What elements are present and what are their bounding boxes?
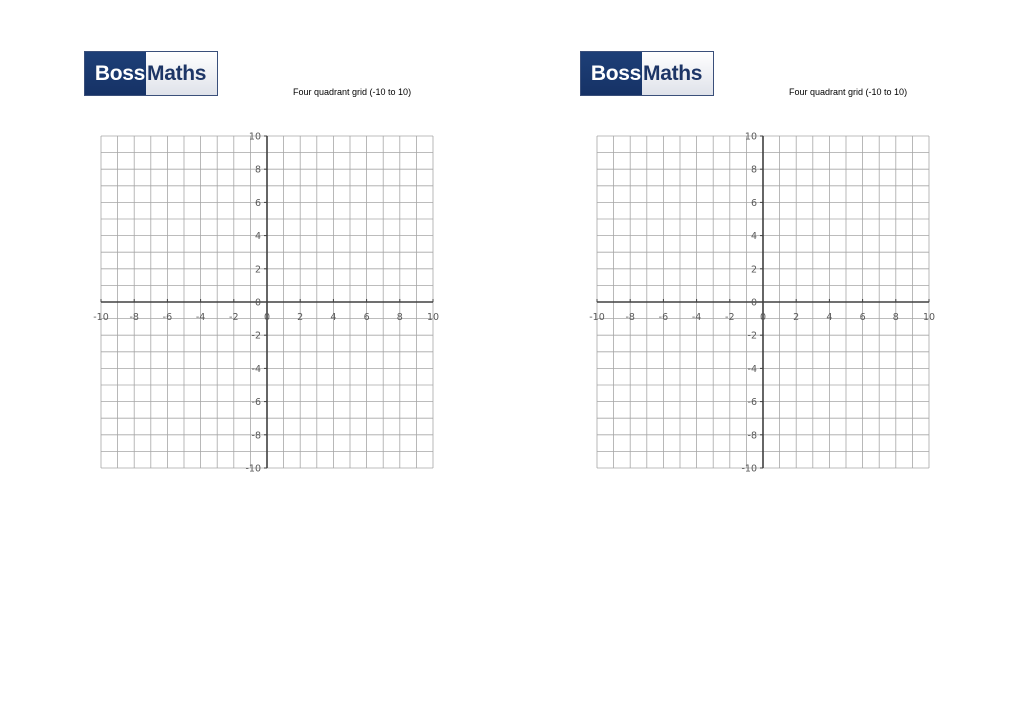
y-tick-label: -4 xyxy=(747,363,757,375)
x-tick-label: -2 xyxy=(725,312,735,323)
y-tick-label: -10 xyxy=(245,463,261,475)
y-tick-label: -2 xyxy=(747,330,757,342)
coordinate-grid xyxy=(93,132,439,475)
x-tick-label: 10 xyxy=(922,312,936,323)
y-tick-label: 8 xyxy=(254,164,261,176)
y-tick-label: -6 xyxy=(747,397,757,409)
y-tick-label: 2 xyxy=(254,264,261,276)
y-tick-label: 6 xyxy=(750,197,757,209)
x-tick-label: 10 xyxy=(426,312,440,323)
x-tick-label: 8 xyxy=(892,312,899,323)
x-tick-label: 4 xyxy=(826,312,833,323)
y-tick-label: 10 xyxy=(744,131,757,143)
x-tick-label: 2 xyxy=(297,312,304,323)
x-tick-label: -2 xyxy=(229,312,239,323)
y-tick-label: -4 xyxy=(251,363,261,375)
grid-title: Four quadrant grid (-10 to 10) xyxy=(293,87,412,97)
y-tick-label: 10 xyxy=(248,131,261,143)
y-tick-label: 2 xyxy=(750,264,757,276)
y-tick-label: 0 xyxy=(750,297,757,309)
y-tick-label: 6 xyxy=(254,197,261,209)
y-tick-label: -10 xyxy=(741,463,757,475)
grid-title: Four quadrant grid (-10 to 10) xyxy=(789,87,908,97)
x-tick-label: -10 xyxy=(93,312,109,323)
logo-maths-text: Maths xyxy=(642,52,713,95)
x-tick-label: -8 xyxy=(625,312,635,323)
x-tick-label: 2 xyxy=(793,312,800,323)
x-tick-label: -6 xyxy=(162,312,173,323)
x-tick-label: -8 xyxy=(129,312,139,323)
y-tick-label: -8 xyxy=(747,430,757,442)
x-tick-label: -6 xyxy=(658,312,669,323)
logo-boss-text: Boss xyxy=(581,52,642,95)
logo-maths-text: Maths xyxy=(146,52,217,95)
x-tick-label: 8 xyxy=(396,312,403,323)
x-tick-label: -4 xyxy=(691,312,702,323)
x-tick-label: 6 xyxy=(859,312,866,323)
y-tick-label: 8 xyxy=(750,164,757,176)
y-tick-label: -6 xyxy=(251,397,261,409)
y-tick-label: 0 xyxy=(254,297,261,309)
y-tick-label: 4 xyxy=(750,231,757,243)
x-tick-label: -4 xyxy=(195,312,206,323)
x-tick-label: 6 xyxy=(363,312,370,323)
x-tick-label: 4 xyxy=(330,312,337,323)
x-tick-label: -10 xyxy=(589,312,605,323)
coordinate-grid xyxy=(589,132,935,475)
y-tick-label: -2 xyxy=(251,330,261,342)
x-tick-label: 0 xyxy=(759,312,767,323)
y-tick-label: -8 xyxy=(251,430,261,442)
logo-boss-text: Boss xyxy=(85,52,146,95)
x-tick-label: 0 xyxy=(263,312,271,323)
y-tick-label: 4 xyxy=(254,231,261,243)
